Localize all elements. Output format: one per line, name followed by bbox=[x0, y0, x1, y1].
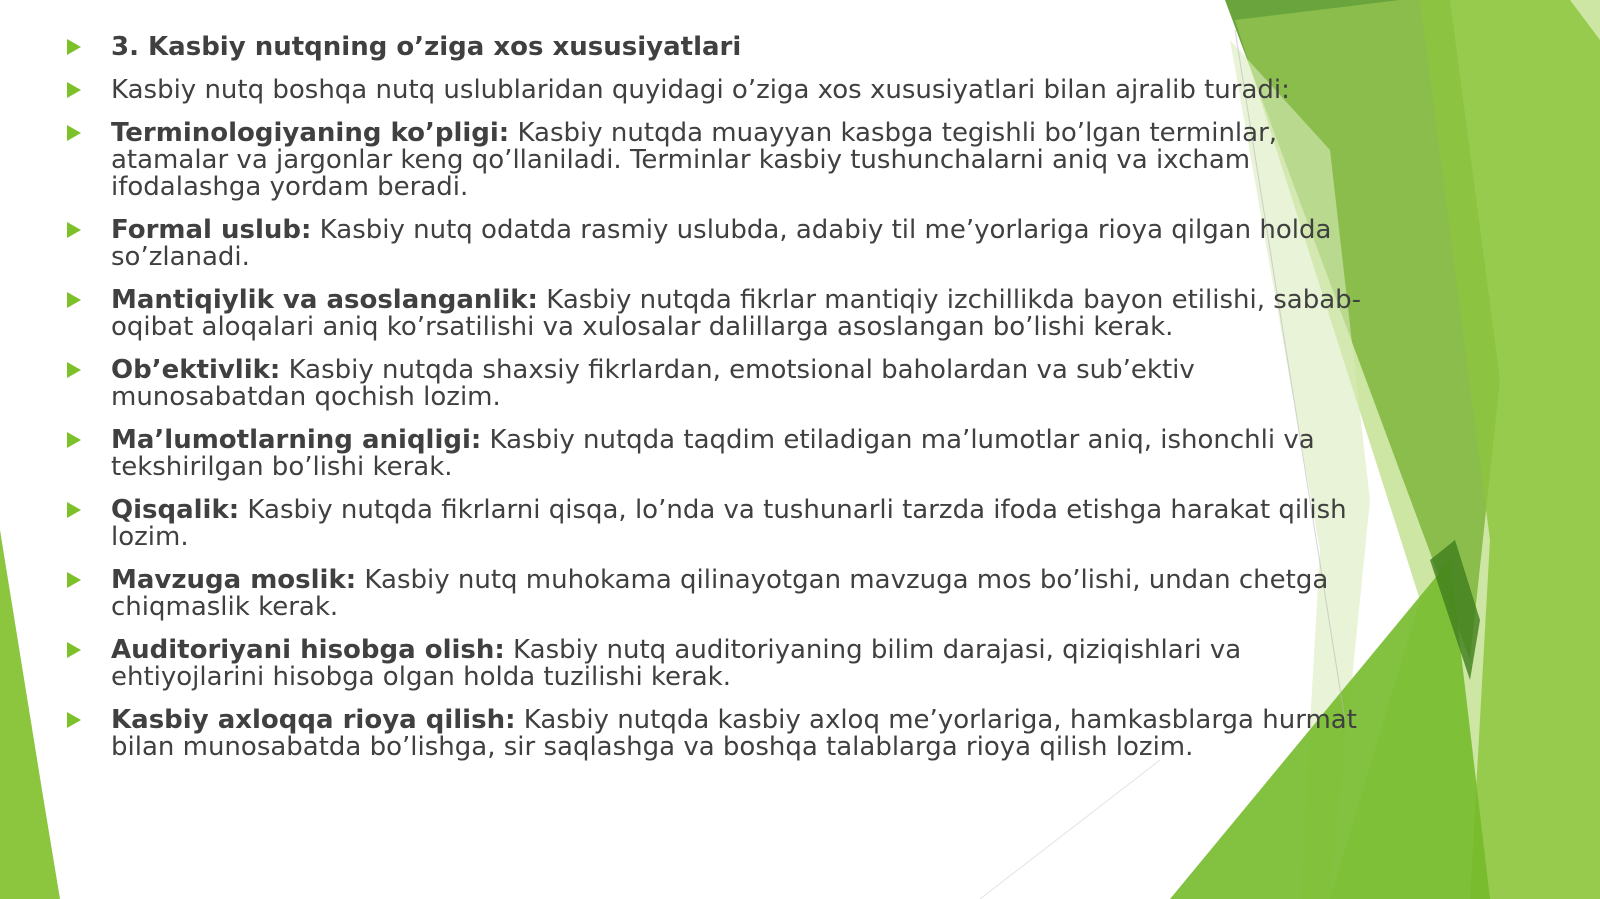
bullet-term: Mavzuga moslik: bbox=[111, 565, 357, 595]
bullet-item bbox=[64, 567, 1364, 621]
bullet-arrow-icon bbox=[67, 362, 81, 378]
bullet-text: Kasbiy nutq odatda rasmiy uslubda, adabiy til me’yorlariga rioya qilgan holda so’zlanadi. bbox=[111, 215, 1332, 272]
bullet-text: Kasbiy nutqda fikrlar mantiqiy izchillikda bayon etilishi, sabab-oqibat aloqalari aniq ko’rsatilishi va xulosalar dalillarga asoslangan bo’lishi kerak. bbox=[111, 285, 1362, 342]
bullet-arrow-icon bbox=[67, 642, 81, 658]
bullet-text: Kasbiy nutqda kasbiy axloq me’yorlariga, hamkasblarga hurmat bilan munosabatda bo’lishga, sir saqlashga va boshqa talablarga rioya qilish lozim. bbox=[111, 705, 1357, 762]
bullet-arrow-icon bbox=[67, 82, 81, 98]
bullet-term: Kasbiy axloqqa rioya qilish: bbox=[111, 705, 516, 735]
bullet-text: Kasbiy nutqda muayyan kasbga tegishli bo’lgan terminlar, atamalar va jargonlar keng qo’llaniladi. Terminlar kasbiy tushunchalarni aniq va ixcham ifodalashga yordam beradi. bbox=[111, 118, 1278, 202]
bullet-arrow-icon bbox=[67, 712, 81, 728]
bullet-arrow-icon bbox=[67, 125, 81, 141]
bullet-arrow-icon bbox=[67, 572, 81, 588]
bullet-text: Kasbiy nutqda taqdim etiladigan ma’lumotlar aniq, ishonchli va tekshirilgan bo’lishi kerak. bbox=[111, 425, 1315, 482]
bullet-arrow-icon bbox=[67, 432, 81, 448]
bullet-text: Kasbiy nutqda shaxsiy fikrlardan, emotsional baholardan va sub’ektiv munosabatdan qochish lozim. bbox=[111, 355, 1195, 412]
bullet-text: Kasbiy nutq auditoriyaning bilim darajasi, qiziqishlari va ehtiyojlarini hisobga olgan holda tuzilishi kerak. bbox=[111, 635, 1242, 692]
bullet-item bbox=[64, 120, 1364, 201]
bullet-list bbox=[64, 34, 1364, 777]
bullet-term: 3. Kasbiy nutqning o’ziga xos xususiyatlari bbox=[111, 32, 742, 62]
bullet-term: Ob’ektivlik: bbox=[111, 355, 281, 385]
bullet-item bbox=[64, 287, 1364, 341]
bullet-item bbox=[64, 77, 1364, 104]
bullet-item bbox=[64, 357, 1364, 411]
bullet-item bbox=[64, 497, 1364, 551]
bullet-text: Kasbiy nutq boshqa nutq uslublaridan quyidagi o’ziga xos xususiyatlari bilan ajralib turadi: bbox=[111, 75, 1290, 105]
bullet-term: Qisqalik: bbox=[111, 495, 240, 525]
left-green-strip bbox=[0, 530, 60, 899]
thin-line-2 bbox=[980, 760, 1160, 899]
bullet-term: Auditoriyani hisobga olish: bbox=[111, 635, 505, 665]
bullet-item bbox=[64, 637, 1364, 691]
bullet-item bbox=[64, 217, 1364, 271]
bullet-term: Mantiqiylik va asoslanganlik: bbox=[111, 285, 538, 315]
bullet-arrow-icon bbox=[67, 292, 81, 308]
bullet-term: Terminologiyaning ko’pligi: bbox=[111, 118, 510, 148]
bullet-item bbox=[64, 707, 1364, 761]
bullet-term: Formal uslub: bbox=[111, 215, 312, 245]
bullet-text: Kasbiy nutq muhokama qilinayotgan mavzuga mos bo’lishi, undan chetga chiqmaslik kerak. bbox=[111, 565, 1329, 622]
bullet-arrow-icon bbox=[67, 502, 81, 518]
bullet-text: Kasbiy nutqda fikrlarni qisqa, lo’nda va tushunarli tarzda ifoda etishga harakat qilish lozim. bbox=[111, 495, 1347, 552]
bullet-item bbox=[64, 34, 1364, 61]
bullet-arrow-icon bbox=[67, 222, 81, 238]
bullet-item bbox=[64, 427, 1364, 481]
bullet-term: Ma’lumotlarning aniqligi: bbox=[111, 425, 482, 455]
bullet-arrow-icon bbox=[67, 39, 81, 55]
